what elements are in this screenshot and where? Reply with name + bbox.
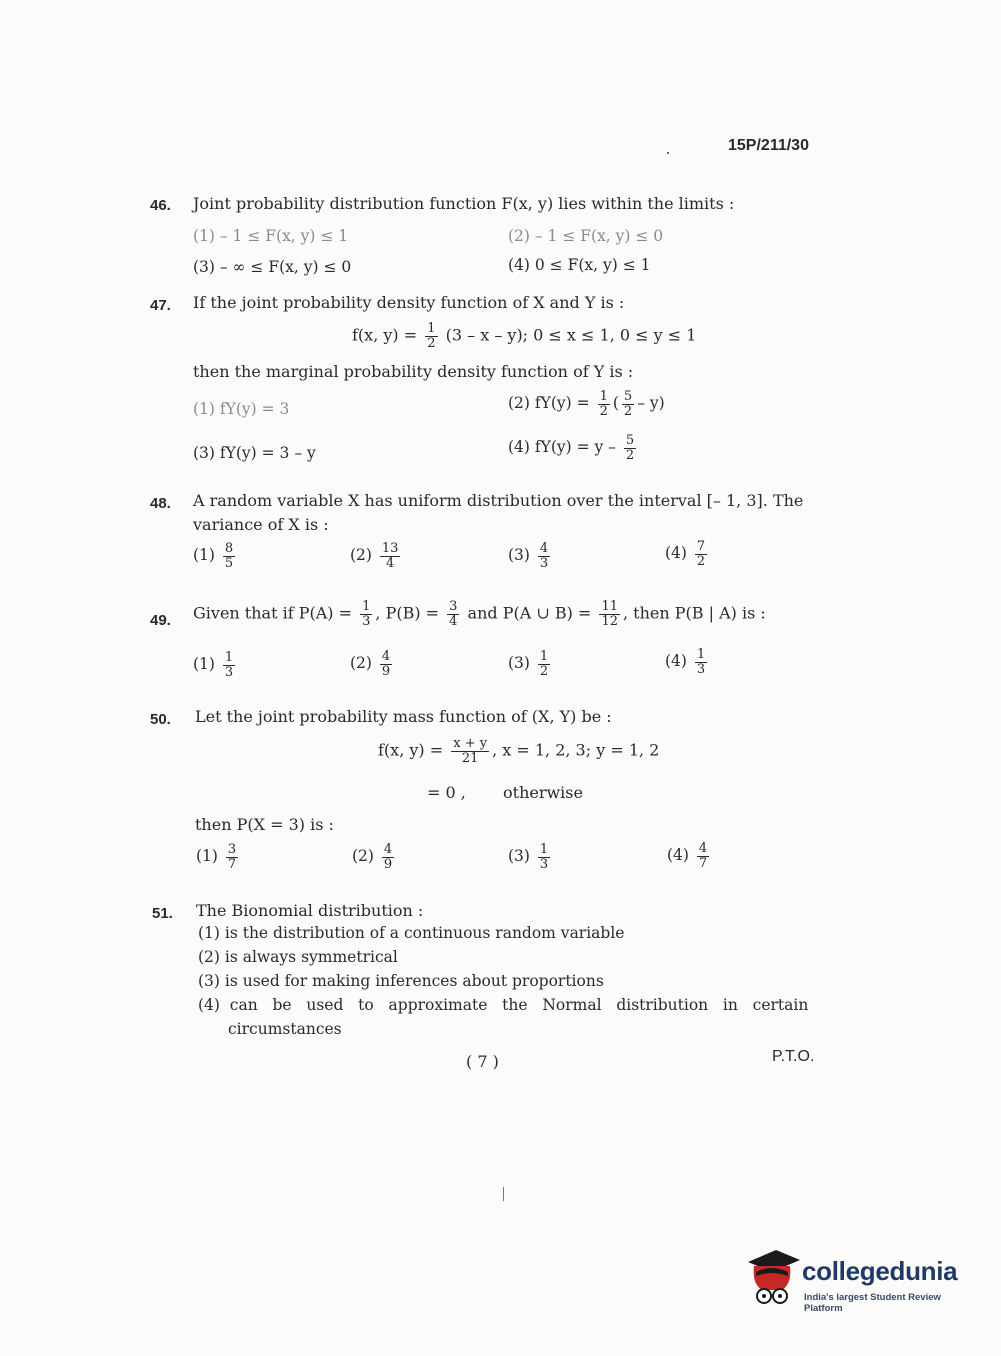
paper-code: 15P/211/30	[728, 137, 809, 154]
question-50-formula: f(x, y) = $\frac{x + y}{21}$ , x = 1, 2, 3; y = 1, 2	[378, 736, 660, 766]
question-46-option-2: (2) – 1 ≤ F(x, y) ≤ 0	[508, 227, 664, 245]
question-47-option-3: (3) fY(y) = 3 – y	[193, 444, 316, 462]
question-47-option-2: (2) fY(y) = $\frac{1}{2}$ ( $\frac{5}{2}$ – y)	[508, 389, 665, 419]
question-51-text: The Bionomial distribution :	[196, 901, 424, 920]
question-49-option-1: (1) $\frac{1}{3}$	[193, 650, 234, 680]
question-51-number: 51.	[152, 905, 173, 922]
question-47-option-4: (4) fY(y) = y – $\frac{5}{2}$	[508, 433, 635, 463]
question-50-option-3: (3) $\frac{1}{3}$	[508, 842, 549, 872]
scan-speck	[667, 152, 669, 154]
question-47-number: 47.	[150, 297, 171, 314]
question-46-text: Joint probability distribution function F(x, y) lies within the limits :	[193, 194, 735, 213]
question-49-number: 49.	[150, 612, 171, 629]
question-49-text: Given that if P(A) = $\frac{1}{3}$ , P(B) = $\frac{3}{4}$ and P(A ∪ B) = $\frac{11}{12}$ , then P(B | A) is :	[193, 599, 766, 629]
question-48-option-2: (2) $\frac{13}{4}$	[350, 541, 399, 571]
question-50-text: Let the joint probability mass function of (X, Y) be :	[195, 707, 612, 726]
question-50-option-2: (2) $\frac{4}{9}$	[352, 842, 393, 872]
question-47-formula: f(x, y) = $\frac{1}{2}$ (3 – x – y); 0 ≤ x ≤ 1, 0 ≤ y ≤ 1	[352, 321, 697, 351]
question-48-text-2: variance of X is :	[193, 515, 329, 534]
question-51-option-3: (3) is used for making inferences about proportions	[198, 972, 604, 990]
question-48-number: 48.	[150, 495, 171, 512]
question-46-option-4: (4) 0 ≤ F(x, y) ≤ 1	[508, 256, 651, 274]
collegedunia-logo	[742, 1246, 972, 1316]
question-50-option-4: (4) $\frac{4}{7}$	[667, 841, 708, 871]
mascot-icon	[742, 1246, 804, 1312]
pto-label: P.T.O.	[772, 1048, 815, 1065]
question-49-option-4: (4) $\frac{1}{3}$	[665, 647, 706, 677]
question-49-option-2: (2) $\frac{4}{9}$	[350, 649, 391, 679]
question-48-option-1: (1) $\frac{8}{5}$	[193, 541, 234, 571]
question-46-option-1: (1) – 1 ≤ F(x, y) ≤ 1	[193, 227, 349, 245]
question-50-text-2: then P(X = 3) is :	[195, 815, 334, 834]
question-51-option-4: (4) can be used to approximate the Normal distribution in certain	[198, 996, 809, 1014]
question-50-formula-2-lhs: = 0 ,	[427, 783, 466, 802]
question-48-text: A random variable X has uniform distribution over the interval [– 1, 3]. The	[193, 491, 804, 510]
question-51-option-1: (1) is the distribution of a continuous random variable	[198, 924, 625, 942]
question-47-text: If the joint probability density function of X and Y is :	[193, 293, 625, 312]
question-51-option-2: (2) is always symmetrical	[198, 948, 398, 966]
scan-mark	[503, 1187, 504, 1201]
question-50-option-1: (1) $\frac{3}{7}$	[196, 842, 237, 872]
question-46-option-3: (3) – ∞ ≤ F(x, y) ≤ 0	[193, 258, 352, 276]
question-50-number: 50.	[150, 711, 171, 728]
logo-tagline: India's largest Student Review Platform	[804, 1292, 941, 1314]
question-46-number: 46.	[150, 197, 171, 214]
logo-name: collegedunia	[802, 1256, 958, 1286]
question-50-formula-2-rhs: otherwise	[503, 783, 583, 802]
page-number: ( 7 )	[466, 1052, 499, 1071]
formula-fraction: $\frac{1}{2}$	[427, 321, 436, 351]
question-48-option-4: (4) $\frac{7}{2}$	[665, 539, 706, 569]
question-47-option-1: (1) fY(y) = 3	[193, 400, 290, 418]
question-49-option-3: (3) $\frac{1}{2}$	[508, 649, 549, 679]
question-48-option-3: (3) $\frac{4}{3}$	[508, 541, 549, 571]
question-47-text-2: then the marginal probability density function of Y is :	[193, 362, 634, 381]
question-51-option-4-continued: circumstances	[228, 1020, 342, 1038]
